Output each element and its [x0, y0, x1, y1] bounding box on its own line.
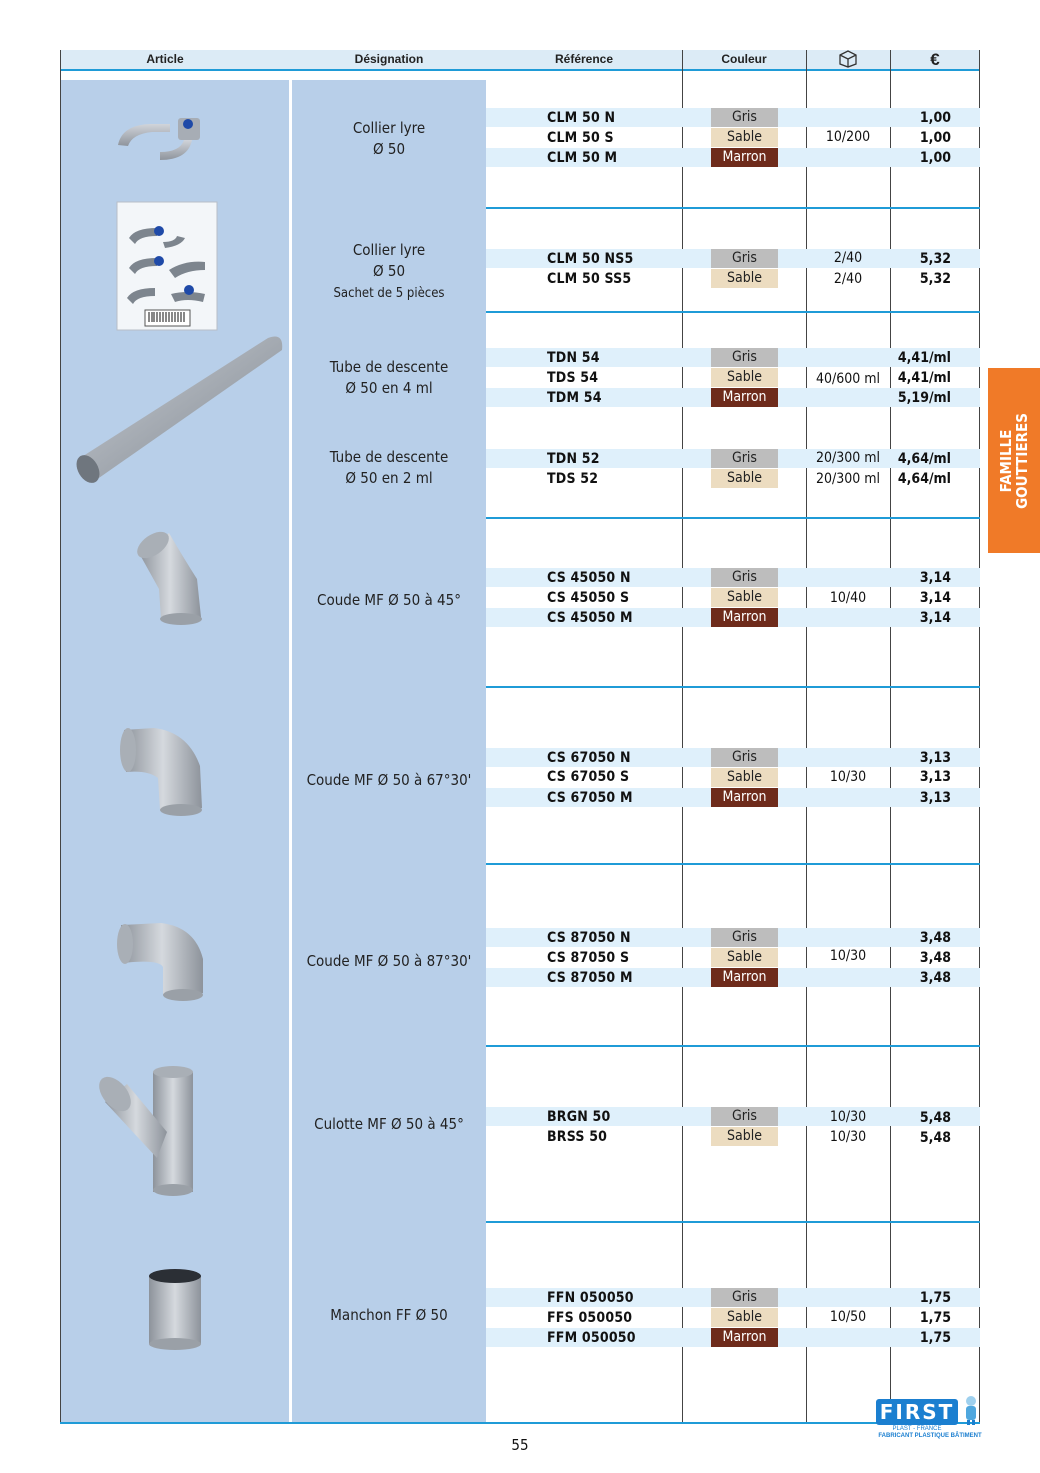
reference: CLM 50 SS5 — [547, 271, 632, 287]
price: 5,32 — [919, 271, 951, 287]
color-gris: Gris — [711, 1107, 778, 1126]
price: 3,14 — [919, 610, 951, 626]
designation-coude-87: Coude MF Ø 50 à 87°30' — [306, 952, 472, 970]
price: 3,13 — [919, 790, 951, 806]
price: 5,48 — [919, 1130, 951, 1146]
reference: FFM 050050 — [547, 1330, 636, 1346]
conditionnement: 10/30 — [829, 769, 867, 785]
color-marron: Marron — [711, 788, 778, 807]
coude-67-image — [118, 718, 208, 818]
price: 1,75 — [919, 1310, 951, 1326]
price: 4,41/ml — [897, 350, 951, 366]
conditionnement: 10/30 — [829, 1109, 867, 1125]
color-sable: Sable — [711, 1308, 778, 1327]
color-gris: Gris — [711, 568, 778, 587]
reference: BRGN 50 — [547, 1109, 611, 1125]
header-reference: Référence — [554, 52, 614, 66]
designation-culotte: Culotte MF Ø 50 à 45° — [314, 1115, 464, 1133]
conditionnement: 10/30 — [829, 1129, 867, 1145]
color-marron: Marron — [711, 1328, 778, 1347]
color-marron: Marron — [711, 608, 778, 627]
reference: CLM 50 NS5 — [547, 251, 634, 267]
color-gris: Gris — [711, 1288, 778, 1307]
color-gris: Gris — [711, 748, 778, 767]
color-sable: Sable — [711, 269, 778, 288]
color-gris: Gris — [711, 449, 778, 468]
reference: CS 67050 M — [547, 790, 633, 806]
designation-manchon: Manchon FF Ø 50 — [330, 1306, 448, 1324]
reference: CS 87050 M — [547, 970, 633, 986]
family-tab: FAMILLE GOUTTIERES — [988, 368, 1040, 553]
color-sable: Sable — [711, 368, 778, 387]
price: 5,32 — [919, 251, 951, 267]
designation-coude-45: Coude MF Ø 50 à 45° — [317, 591, 461, 609]
price: 3,14 — [919, 570, 951, 586]
sachet-image — [115, 198, 220, 334]
color-sable: Sable — [711, 588, 778, 607]
conditionnement: 10/50 — [829, 1309, 867, 1325]
price: 3,13 — [919, 750, 951, 766]
price: 1,75 — [919, 1290, 951, 1306]
header-euro: € — [930, 50, 940, 69]
color-gris: Gris — [711, 108, 778, 127]
header-article: Article — [146, 52, 184, 66]
color-marron: Marron — [711, 968, 778, 987]
reference: FFN 050050 — [547, 1290, 634, 1306]
reference: CS 67050 S — [547, 769, 630, 785]
reference: TDM 54 — [547, 390, 602, 406]
reference: CS 45050 M — [547, 610, 633, 626]
tube-image — [72, 330, 287, 490]
reference: CS 87050 N — [547, 930, 631, 946]
price: 1,00 — [919, 110, 951, 126]
reference: CLM 50 S — [547, 130, 614, 146]
table-header — [60, 50, 980, 71]
page-number: 55 — [511, 1436, 529, 1454]
conditionnement: 2/40 — [833, 250, 863, 266]
color-sable: Sable — [711, 768, 778, 787]
reference: CS 67050 N — [547, 750, 631, 766]
price: 4,41/ml — [897, 370, 951, 386]
collier-lyre-image — [110, 110, 220, 170]
price: 4,64/ml — [897, 451, 951, 467]
color-sable: Sable — [711, 1127, 778, 1146]
reference: TDS 54 — [547, 370, 599, 386]
price: 4,64/ml — [897, 471, 951, 487]
reference: CS 87050 S — [547, 950, 630, 966]
designation-tube-4ml: Tube de descente Ø 50 en 4 ml — [329, 358, 449, 397]
designation-tube-2ml: Tube de descente Ø 50 en 2 ml — [329, 448, 449, 487]
designation-collier-lyre: Collier lyre Ø 50 — [352, 119, 426, 158]
price: 3,48 — [919, 930, 951, 946]
manchon-image — [145, 1268, 205, 1350]
first-logo: FIRST PLAST - FRANCE FABRICANT PLASTIQUE BÂTIMENT — [874, 1395, 986, 1443]
culotte-image — [97, 1062, 207, 1197]
price: 3,48 — [919, 970, 951, 986]
reference: BRSS 50 — [547, 1129, 608, 1145]
color-gris: Gris — [711, 249, 778, 268]
box-icon — [806, 50, 890, 69]
conditionnement: 10/200 — [825, 129, 871, 145]
color-gris: Gris — [711, 348, 778, 367]
reference: TDS 52 — [547, 471, 599, 487]
color-marron: Marron — [711, 388, 778, 407]
reference: TDN 52 — [547, 451, 600, 467]
price: 3,14 — [919, 590, 951, 606]
coude-45-image — [125, 527, 210, 627]
price: 1,00 — [919, 130, 951, 146]
reference: CLM 50 M — [547, 150, 618, 166]
designation-collier-lyre-sachet: Collier lyre Ø 50 Sachet de 5 pièces — [333, 241, 445, 301]
price: 5,48 — [919, 1110, 951, 1126]
color-sable: Sable — [711, 128, 778, 147]
header-couleur: Couleur — [721, 52, 767, 66]
color-sable: Sable — [711, 469, 778, 488]
coude-87-image — [115, 915, 210, 1005]
conditionnement: 20/300 ml — [815, 471, 881, 487]
conditionnement: 10/30 — [829, 948, 867, 964]
price: 3,48 — [919, 950, 951, 966]
reference: CLM 50 N — [547, 110, 616, 126]
conditionnement: 2/40 — [833, 271, 863, 287]
price: 3,13 — [919, 769, 951, 785]
color-sable: Sable — [711, 948, 778, 967]
reference: FFS 050050 — [547, 1310, 633, 1326]
reference: CS 45050 N — [547, 570, 631, 586]
price: 1,75 — [919, 1330, 951, 1346]
reference: TDN 54 — [547, 350, 600, 366]
mascot-icon — [960, 1395, 982, 1425]
designation-coude-67: Coude MF Ø 50 à 67°30' — [306, 771, 472, 789]
price: 1,00 — [919, 150, 951, 166]
color-marron: Marron — [711, 148, 778, 167]
conditionnement: 10/40 — [829, 590, 867, 606]
color-gris: Gris — [711, 928, 778, 947]
price: 5,19/ml — [897, 390, 951, 406]
conditionnement: 40/600 ml — [815, 371, 881, 387]
conditionnement: 20/300 ml — [815, 450, 881, 466]
reference: CS 45050 S — [547, 590, 630, 606]
header-designation: Désignation — [354, 52, 424, 66]
